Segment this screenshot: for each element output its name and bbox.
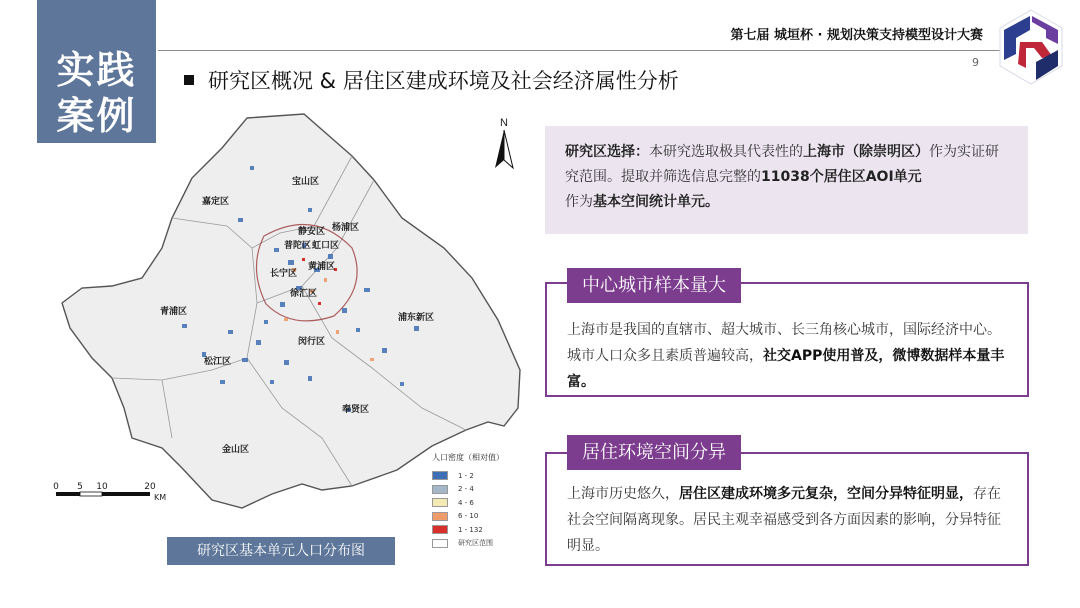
study-area-intro	[545, 126, 1028, 234]
intro-text: 本研究选取极具代表性的	[649, 144, 803, 160]
legend-item	[432, 483, 532, 497]
scale-tick: 5	[77, 482, 83, 492]
district-label: 徐汇区	[290, 288, 318, 298]
legend-label: 研究区范围	[458, 539, 493, 548]
intro-emphasis: 11038个居住区AOI单元	[761, 169, 922, 185]
north-arrow-icon	[495, 117, 513, 168]
district-label: 浦东新区	[398, 312, 435, 322]
card-title: 中心城市样本量大	[567, 268, 741, 303]
legend-title: 人口密度（相对值）	[432, 453, 504, 462]
legend-swatch	[432, 525, 448, 534]
card-emphasis: 居住区建成环境多元复杂，空间分异特征明显，	[679, 486, 973, 502]
legend-item	[432, 523, 532, 537]
district-label: 长宁区	[270, 268, 298, 278]
scale-tick: 0	[53, 482, 59, 492]
legend-label: 4 - 6	[458, 498, 474, 507]
district-label: 金山区	[222, 444, 250, 454]
district-label: 松江区	[204, 356, 232, 366]
study-area-boundary	[62, 114, 520, 508]
intro-text: 作为实证研究范围。提取并筛选信息完整的	[565, 144, 999, 185]
district-label: 青浦区	[160, 306, 188, 316]
scale-tick: 20	[144, 482, 156, 492]
intro-text: 作为	[565, 194, 593, 210]
north-label: N	[500, 117, 508, 129]
badge-line-1: 实践	[56, 48, 137, 92]
page-number: 9	[972, 56, 979, 69]
intro-emphasis: 基本空间统计单元。	[593, 194, 719, 210]
legend-label: 2 - 4	[458, 485, 474, 494]
legend-swatch	[432, 471, 448, 480]
intro-emphasis: 上海市（除崇明区）	[803, 144, 929, 160]
legend-swatch	[432, 498, 448, 507]
scale-tick: 10	[96, 482, 108, 492]
legend-label: 1 - 2	[458, 471, 474, 480]
district-label: 闵行区	[298, 336, 326, 346]
card-emphasis: 社交APP使用普及，微博数据样本量丰富。	[567, 348, 1005, 390]
header-divider	[158, 50, 1000, 51]
card-text: 上海市是我国的直辖市、超大城市、长三角核心城市，国际经济中心。城市人口众多且素质普遍较高，	[567, 322, 1001, 364]
scale-bar	[53, 482, 166, 502]
legend-swatch	[432, 485, 448, 494]
district-label: 宝山区	[292, 176, 320, 186]
legend-item	[432, 469, 532, 483]
district-label: 虹口区	[312, 240, 340, 250]
legend-item	[432, 496, 532, 510]
page-title-text: 研究区概况 & 居住区建成环境及社会经济属性分析	[208, 69, 679, 93]
district-label: 黄浦区	[308, 261, 336, 271]
district-label: 嘉定区	[202, 196, 230, 206]
legend-item	[432, 537, 532, 551]
contest-title: 第七届 城垣杯 · 规划决策支持模型设计大赛	[730, 28, 983, 43]
district-label: 静安区	[298, 226, 326, 236]
card-text: 上海市历史悠久，	[567, 486, 679, 502]
page-title	[184, 65, 679, 95]
district-label: 奉贤区	[342, 404, 370, 414]
map-caption: 研究区基本单元人口分布图	[167, 537, 395, 565]
card-text: 存在社会空间隔离现象。居民主观幸福感受到各方面因素的影响，分异特征明显。	[567, 486, 1001, 554]
legend-swatch-boundary	[432, 539, 448, 548]
badge-line-2: 案例	[56, 94, 137, 138]
district-label: 杨浦区	[332, 222, 360, 232]
contest-logo	[996, 8, 1066, 88]
legend-label: 1 - 132	[458, 525, 483, 534]
legend-item	[432, 510, 532, 524]
legend-label: 6 - 10	[458, 512, 479, 521]
map-legend	[432, 452, 532, 550]
intro-label: 研究区选择：	[565, 144, 649, 160]
legend-swatch	[432, 512, 448, 521]
card-title: 居住环境空间分异	[567, 435, 741, 470]
scale-unit: KM	[154, 493, 167, 502]
district-label: 普陀区	[284, 240, 312, 250]
bullet-square-icon	[184, 75, 194, 85]
